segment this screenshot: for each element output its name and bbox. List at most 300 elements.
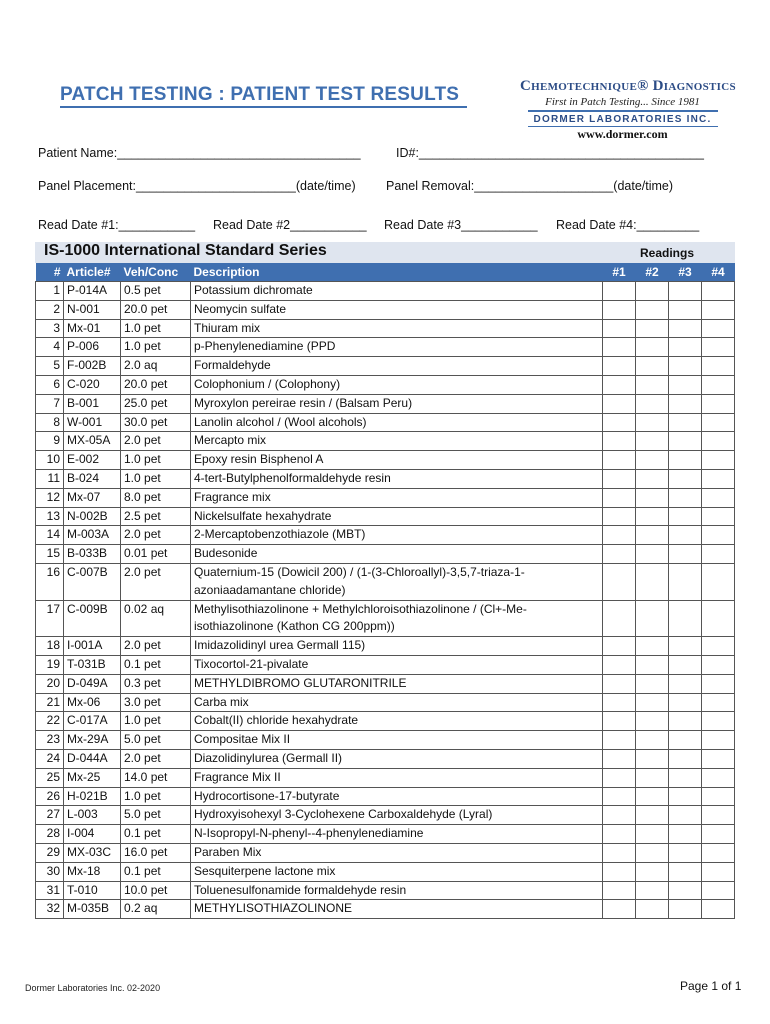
reading-1-cell[interactable] — [603, 526, 636, 545]
read-date-3-field[interactable]: Read Date #3___________ — [384, 218, 538, 232]
vehicle-concentration: 16.0 pet — [121, 843, 191, 862]
allergen-description — [191, 394, 603, 413]
read-date-4-field[interactable]: Read Date #4:_________ — [556, 218, 700, 232]
vehicle-concentration: 0.1 pet — [121, 655, 191, 674]
reading-3-cell[interactable] — [669, 825, 702, 844]
vehicle-concentration: 0.5 pet — [121, 282, 191, 301]
reading-4-cell[interactable] — [702, 526, 735, 545]
allergen-description — [191, 451, 603, 470]
reading-3-cell[interactable] — [669, 563, 702, 600]
article-number: Mx-25 — [64, 768, 121, 787]
table-row — [36, 394, 735, 413]
table-row — [36, 749, 735, 768]
article-number: B-033B — [64, 545, 121, 564]
article-number: Mx-29A — [64, 731, 121, 750]
vehicle-concentration: 0.1 pet — [121, 825, 191, 844]
table-row — [36, 338, 735, 357]
article-number: M-035B — [64, 900, 121, 919]
reading-3-cell[interactable] — [669, 319, 702, 338]
reading-4-cell[interactable] — [702, 338, 735, 357]
article-number: Mx-07 — [64, 488, 121, 507]
reading-1-cell[interactable] — [603, 563, 636, 600]
reading-2-cell[interactable] — [636, 413, 669, 432]
reading-3-cell[interactable] — [669, 712, 702, 731]
allergen-description — [191, 469, 603, 488]
reading-3-cell[interactable] — [669, 731, 702, 750]
readings-label: Readings — [640, 246, 695, 260]
reading-1-cell[interactable] — [603, 637, 636, 656]
reading-2-cell[interactable] — [636, 563, 669, 600]
description-line: Hydroxyisohexyl 3-Cyclohexene Carboxaldehyde (Lyral) — [194, 807, 493, 822]
description-line: Colophonium / (Colophony) — [194, 376, 341, 391]
allergen-description — [191, 768, 603, 787]
row-number: 11 — [36, 469, 64, 488]
reading-1-cell[interactable] — [603, 282, 636, 301]
reading-3-cell[interactable] — [669, 394, 702, 413]
patient-name-field[interactable]: Patient Name:___________________________________ — [38, 146, 361, 160]
vehicle-concentration: 30.0 pet — [121, 413, 191, 432]
reading-3-cell[interactable] — [669, 282, 702, 301]
article-number: T-031B — [64, 655, 121, 674]
allergen-description — [191, 319, 603, 338]
reading-1-cell[interactable] — [603, 749, 636, 768]
allergen-description — [191, 488, 603, 507]
reading-4-cell[interactable] — [702, 787, 735, 806]
reading-2-cell[interactable] — [636, 394, 669, 413]
article-number: T-010 — [64, 881, 121, 900]
reading-3-cell[interactable] — [669, 600, 702, 637]
row-number: 17 — [36, 600, 64, 637]
reading-4-cell[interactable] — [702, 731, 735, 750]
table-row — [36, 674, 735, 693]
vehicle-concentration: 0.3 pet — [121, 674, 191, 693]
reading-2-cell[interactable] — [636, 469, 669, 488]
row-number: 2 — [36, 300, 64, 319]
table-row — [36, 319, 735, 338]
table-row — [36, 282, 735, 301]
reading-2-cell[interactable] — [636, 693, 669, 712]
article-number: E-002 — [64, 451, 121, 470]
row-number: 24 — [36, 749, 64, 768]
vehicle-concentration: 25.0 pet — [121, 394, 191, 413]
logo-tagline: First in Patch Testing... Since 1981 — [545, 96, 700, 108]
reading-2-cell[interactable] — [636, 806, 669, 825]
allergen-description — [191, 862, 603, 881]
allergen-description — [191, 282, 603, 301]
article-number: C-009B — [64, 600, 121, 637]
reading-2-cell[interactable] — [636, 843, 669, 862]
description-line: Compositae Mix II — [194, 732, 291, 747]
reading-4-cell[interactable] — [702, 469, 735, 488]
reading-3-cell[interactable] — [669, 507, 702, 526]
reading-2-cell[interactable] — [636, 712, 669, 731]
reading-1-cell[interactable] — [603, 469, 636, 488]
allergen-description — [191, 413, 603, 432]
vehicle-concentration: 0.01 pet — [121, 545, 191, 564]
logo-company: DORMER LABORATORIES INC. — [533, 114, 712, 125]
article-number: Mx-18 — [64, 862, 121, 881]
reading-3-cell[interactable] — [669, 469, 702, 488]
reading-4-cell[interactable] — [702, 394, 735, 413]
reading-4-cell[interactable] — [702, 375, 735, 394]
reading-3-cell[interactable] — [669, 693, 702, 712]
reading-2-cell[interactable] — [636, 375, 669, 394]
reading-4-cell[interactable] — [702, 300, 735, 319]
reading-1-cell[interactable] — [603, 545, 636, 564]
reading-1-cell[interactable] — [603, 600, 636, 637]
read-date-1-field[interactable]: Read Date #1:___________ — [38, 218, 196, 232]
series-title: IS-1000 International Standard Series — [44, 242, 327, 259]
reading-4-cell[interactable] — [702, 825, 735, 844]
allergen-description — [191, 432, 603, 451]
logo-url: www.dormer.com — [577, 127, 668, 141]
description-line: Fragrance mix — [194, 489, 271, 504]
footer-company: Dormer Laboratories Inc. 02-2020 — [25, 983, 161, 993]
reading-3-cell[interactable] — [669, 843, 702, 862]
article-number: I-004 — [64, 825, 121, 844]
reading-1-cell[interactable] — [603, 432, 636, 451]
vehicle-concentration: 1.0 pet — [121, 451, 191, 470]
reading-2-cell[interactable] — [636, 862, 669, 881]
reading-3-cell[interactable] — [669, 375, 702, 394]
reading-1-cell[interactable] — [603, 507, 636, 526]
reading-4-cell[interactable] — [702, 843, 735, 862]
article-number: C-020 — [64, 375, 121, 394]
reading-1-cell[interactable] — [603, 862, 636, 881]
reading-3-cell[interactable] — [669, 526, 702, 545]
reading-3-cell[interactable] — [669, 432, 702, 451]
reading-3-cell[interactable] — [669, 655, 702, 674]
row-number: 19 — [36, 655, 64, 674]
reading-2-cell[interactable] — [636, 655, 669, 674]
article-number: N-001 — [64, 300, 121, 319]
reading-4-cell[interactable] — [702, 413, 735, 432]
description-line: N-Isopropyl-N-phenyl--4-phenylenediamine — [194, 826, 424, 841]
reading-4-cell[interactable] — [702, 806, 735, 825]
table-row — [36, 600, 735, 637]
row-number: 10 — [36, 451, 64, 470]
row-number: 18 — [36, 637, 64, 656]
allergen-description — [191, 655, 603, 674]
reading-2-cell[interactable] — [636, 282, 669, 301]
vehicle-concentration: 2.0 aq — [121, 357, 191, 376]
table-row — [36, 731, 735, 750]
description-line: Myroxylon pereirae resin / (Balsam Peru) — [194, 395, 413, 410]
row-number: 12 — [36, 488, 64, 507]
description-line: Potassium dichromate — [194, 283, 313, 297]
reading-2-cell[interactable] — [636, 432, 669, 451]
allergen-description — [191, 787, 603, 806]
article-number: MX-05A — [64, 432, 121, 451]
reading-1-cell[interactable] — [603, 900, 636, 919]
article-number: H-021B — [64, 787, 121, 806]
description-line: 2-Mercaptobenzothiazole (MBT) — [194, 527, 366, 542]
reading-2-cell[interactable] — [636, 900, 669, 919]
table-row — [36, 375, 735, 394]
allergen-description — [191, 563, 603, 600]
reading-1-cell[interactable] — [603, 806, 636, 825]
reading-2-cell[interactable] — [636, 488, 669, 507]
table-row — [36, 469, 735, 488]
article-number: I-001A — [64, 637, 121, 656]
article-number: P-014A — [64, 282, 121, 301]
reading-3-cell[interactable] — [669, 488, 702, 507]
description-line: METHYLDIBROMO GLUTARONITRILE — [194, 675, 407, 690]
allergen-description — [191, 806, 603, 825]
reading-4-cell[interactable] — [702, 674, 735, 693]
panel-removal-field[interactable]: Panel Removal:____________________(date/time) — [386, 179, 674, 193]
table-header-row — [36, 263, 735, 282]
article-number: N-002B — [64, 507, 121, 526]
description-line-2: isothiazolinone (Kathon CG 200ppm)) — [194, 619, 395, 634]
reading-3-cell[interactable] — [669, 674, 702, 693]
panel-placement-field[interactable]: Panel Placement:_______________________(date/time) — [38, 179, 356, 193]
reading-3-cell[interactable] — [669, 545, 702, 564]
reading-2-cell[interactable] — [636, 881, 669, 900]
results-table — [35, 263, 735, 919]
reading-3-cell[interactable] — [669, 637, 702, 656]
description-line: Toluenesulfonamide formaldehyde resin — [194, 882, 407, 897]
reading-3-cell[interactable] — [669, 787, 702, 806]
reading-2-cell[interactable] — [636, 768, 669, 787]
table-row — [36, 900, 735, 919]
vehicle-concentration: 20.0 pet — [121, 300, 191, 319]
reading-1-cell[interactable] — [603, 787, 636, 806]
row-number: 9 — [36, 432, 64, 451]
table-row — [36, 413, 735, 432]
allergen-description — [191, 825, 603, 844]
row-number: 32 — [36, 900, 64, 919]
col-reading-4: #4 — [702, 263, 735, 282]
reading-1-cell[interactable] — [603, 843, 636, 862]
reading-3-cell[interactable] — [669, 862, 702, 881]
reading-4-cell[interactable] — [702, 545, 735, 564]
vehicle-concentration: 1.0 pet — [121, 787, 191, 806]
reading-1-cell[interactable] — [603, 731, 636, 750]
description-line: Carba mix — [194, 694, 249, 709]
reading-1-cell[interactable] — [603, 375, 636, 394]
reading-4-cell[interactable] — [702, 451, 735, 470]
page-number: Page 1 of 1 — [680, 979, 742, 993]
reading-2-cell[interactable] — [636, 526, 669, 545]
vehicle-concentration: 1.0 pet — [121, 712, 191, 731]
reading-1-cell[interactable] — [603, 712, 636, 731]
allergen-description — [191, 749, 603, 768]
table-row — [36, 655, 735, 674]
row-number: 29 — [36, 843, 64, 862]
allergen-description — [191, 507, 603, 526]
reading-1-cell[interactable] — [603, 674, 636, 693]
reading-2-cell[interactable] — [636, 507, 669, 526]
reading-1-cell[interactable] — [603, 394, 636, 413]
reading-2-cell[interactable] — [636, 338, 669, 357]
reading-2-cell[interactable] — [636, 674, 669, 693]
reading-2-cell[interactable] — [636, 600, 669, 637]
reading-3-cell[interactable] — [669, 749, 702, 768]
row-number: 23 — [36, 731, 64, 750]
article-number: D-049A — [64, 674, 121, 693]
reading-4-cell[interactable] — [702, 900, 735, 919]
table-row — [36, 881, 735, 900]
description-line: Cobalt(II) chloride hexahydrate — [194, 713, 359, 728]
allergen-description — [191, 881, 603, 900]
allergen-description — [191, 693, 603, 712]
article-number: P-006 — [64, 338, 121, 357]
page-title: PATCH TESTING : PATIENT TEST RESULTS — [60, 84, 460, 105]
reading-4-cell[interactable] — [702, 637, 735, 656]
reading-4-cell[interactable] — [702, 282, 735, 301]
reading-4-cell[interactable] — [702, 600, 735, 637]
reading-2-cell[interactable] — [636, 357, 669, 376]
reading-3-cell[interactable] — [669, 881, 702, 900]
reading-1-cell[interactable] — [603, 693, 636, 712]
table-row — [36, 637, 735, 656]
reading-4-cell[interactable] — [702, 488, 735, 507]
reading-4-cell[interactable] — [702, 881, 735, 900]
vehicle-concentration: 10.0 pet — [121, 881, 191, 900]
reading-1-cell[interactable] — [603, 357, 636, 376]
vehicle-concentration: 0.02 aq — [121, 600, 191, 637]
article-number: B-001 — [64, 394, 121, 413]
row-number: 1 — [36, 282, 64, 301]
description-line: Quaternium-15 (Dowicil 200) / (1-(3-Chloroallyl)-3,5,7-triaza-1- — [194, 564, 525, 579]
article-number: Mx-01 — [64, 319, 121, 338]
reading-1-cell[interactable] — [603, 488, 636, 507]
table-row — [36, 488, 735, 507]
reading-3-cell[interactable] — [669, 451, 702, 470]
reading-3-cell[interactable] — [669, 806, 702, 825]
description-line: Epoxy resin Bisphenol A — [194, 452, 324, 467]
reading-4-cell[interactable] — [702, 768, 735, 787]
reading-4-cell[interactable] — [702, 507, 735, 526]
table-row — [36, 432, 735, 451]
reading-4-cell[interactable] — [702, 749, 735, 768]
table-row — [36, 787, 735, 806]
row-number: 25 — [36, 768, 64, 787]
row-number: 20 — [36, 674, 64, 693]
description-line: Diazolidinylurea (Germall II) — [194, 750, 343, 765]
reading-2-cell[interactable] — [636, 637, 669, 656]
article-number: L-003 — [64, 806, 121, 825]
description-line: p-Phenylenediamine (PPD — [194, 339, 336, 354]
reading-3-cell[interactable] — [669, 357, 702, 376]
reading-2-cell[interactable] — [636, 545, 669, 564]
reading-4-cell[interactable] — [702, 432, 735, 451]
reading-1-cell[interactable] — [603, 655, 636, 674]
row-number: 27 — [36, 806, 64, 825]
table-row — [36, 563, 735, 600]
title-underline — [60, 106, 467, 108]
id-field[interactable]: ID#:_________________________________________ — [396, 146, 704, 160]
reading-2-cell[interactable] — [636, 825, 669, 844]
row-number: 21 — [36, 693, 64, 712]
allergen-description — [191, 712, 603, 731]
description-line: Imidazolidinyl urea Germall 115) — [194, 638, 366, 653]
reading-2-cell[interactable] — [636, 319, 669, 338]
row-number: 30 — [36, 862, 64, 881]
reading-2-cell[interactable] — [636, 787, 669, 806]
row-number: 13 — [36, 507, 64, 526]
reading-4-cell[interactable] — [702, 357, 735, 376]
reading-4-cell[interactable] — [702, 693, 735, 712]
table-row — [36, 357, 735, 376]
table-row — [36, 507, 735, 526]
vehicle-concentration: 8.0 pet — [121, 488, 191, 507]
allergen-description — [191, 600, 603, 637]
row-number: 15 — [36, 545, 64, 564]
reading-3-cell[interactable] — [669, 338, 702, 357]
reading-2-cell[interactable] — [636, 451, 669, 470]
read-date-2-field[interactable]: Read Date #2___________ — [213, 218, 367, 232]
reading-2-cell[interactable] — [636, 300, 669, 319]
reading-3-cell[interactable] — [669, 900, 702, 919]
description-line: Fragrance Mix II — [194, 769, 281, 784]
company-logo — [520, 78, 736, 142]
vehicle-concentration: 2.0 pet — [121, 563, 191, 600]
logo-divider — [528, 110, 718, 112]
reading-3-cell[interactable] — [669, 768, 702, 787]
vehicle-concentration: 3.0 pet — [121, 693, 191, 712]
table-row — [36, 712, 735, 731]
col-desc: Description — [191, 263, 603, 282]
reading-4-cell[interactable] — [702, 319, 735, 338]
description-line: Mercapto mix — [194, 433, 267, 448]
reading-4-cell[interactable] — [702, 862, 735, 881]
row-number: 7 — [36, 394, 64, 413]
description-line: Thiuram mix — [194, 320, 261, 335]
reading-4-cell[interactable] — [702, 712, 735, 731]
reading-1-cell[interactable] — [603, 338, 636, 357]
description-line: Lanolin alcohol / (Wool alcohols) — [194, 414, 367, 429]
reading-4-cell[interactable] — [702, 655, 735, 674]
reading-1-cell[interactable] — [603, 319, 636, 338]
row-number: 4 — [36, 338, 64, 357]
reading-1-cell[interactable] — [603, 413, 636, 432]
allergen-description — [191, 731, 603, 750]
reading-2-cell[interactable] — [636, 731, 669, 750]
col-reading-1: #1 — [603, 263, 636, 282]
allergen-description — [191, 338, 603, 357]
table-row — [36, 862, 735, 881]
reading-1-cell[interactable] — [603, 881, 636, 900]
vehicle-concentration: 1.0 pet — [121, 469, 191, 488]
reading-3-cell[interactable] — [669, 300, 702, 319]
article-number: C-007B — [64, 563, 121, 600]
vehicle-concentration: 2.5 pet — [121, 507, 191, 526]
reading-1-cell[interactable] — [603, 825, 636, 844]
reading-2-cell[interactable] — [636, 749, 669, 768]
vehicle-concentration: 1.0 pet — [121, 319, 191, 338]
description-line: Nickelsulfate hexahydrate — [194, 508, 332, 523]
table-row — [36, 825, 735, 844]
vehicle-concentration: 14.0 pet — [121, 768, 191, 787]
row-number: 28 — [36, 825, 64, 844]
allergen-description — [191, 637, 603, 656]
vehicle-concentration: 0.2 aq — [121, 900, 191, 919]
reading-1-cell[interactable] — [603, 768, 636, 787]
vehicle-concentration: 5.0 pet — [121, 731, 191, 750]
description-line: 4-tert-Butylphenolformaldehyde resin — [194, 470, 391, 485]
reading-3-cell[interactable] — [669, 413, 702, 432]
row-number: 6 — [36, 375, 64, 394]
reading-1-cell[interactable] — [603, 300, 636, 319]
vehicle-concentration: 0.1 pet — [121, 862, 191, 881]
allergen-description — [191, 526, 603, 545]
reading-1-cell[interactable] — [603, 451, 636, 470]
reading-4-cell[interactable] — [702, 563, 735, 600]
vehicle-concentration: 1.0 pet — [121, 338, 191, 357]
vehicle-concentration: 2.0 pet — [121, 749, 191, 768]
